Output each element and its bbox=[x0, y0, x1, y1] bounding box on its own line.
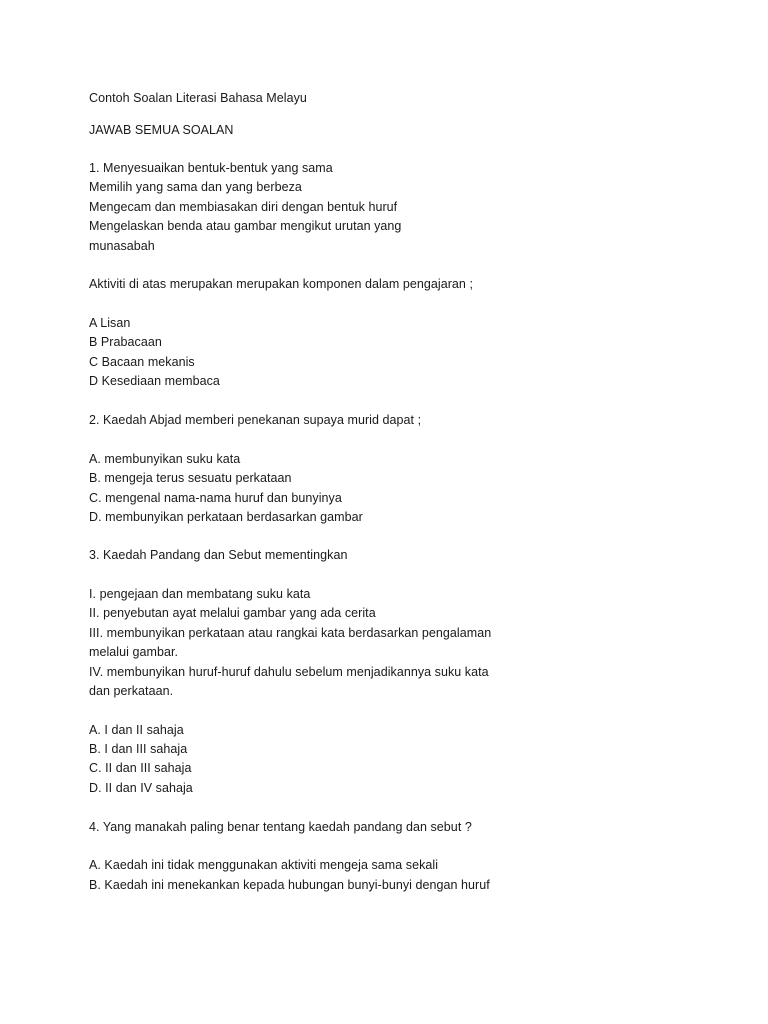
question-4-stem: 4. Yang manakah paling benar tentang kaedah pandang dan sebut ? bbox=[89, 820, 472, 834]
question-3-stem: 3. Kaedah Pandang dan Sebut mementingkan bbox=[89, 548, 348, 562]
question-1-option: C Bacaan mekanis bbox=[89, 355, 195, 369]
question-3-option: C. II dan III sahaja bbox=[89, 761, 192, 775]
question-1-stem: Mengecam dan membiasakan diri dengan bentuk huruf bbox=[89, 200, 398, 214]
question-2-stem: 2. Kaedah Abjad memberi penekanan supaya murid dapat ; bbox=[89, 413, 422, 427]
question-1-prompt: Aktiviti di atas merupakan merupakan komponen dalam pengajaran ; bbox=[89, 277, 473, 291]
question-1-stem: Mengelaskan benda atau gambar mengikut urutan yang bbox=[89, 219, 402, 233]
question-1-option: A Lisan bbox=[89, 316, 131, 330]
document-title: Contoh Soalan Literasi Bahasa Melayu bbox=[89, 91, 307, 105]
question-3-statement: II. penyebutan ayat melalui gambar yang ada cerita bbox=[89, 606, 376, 620]
question-2-option: B. mengeja terus sesuatu perkataan bbox=[89, 471, 292, 485]
question-3-statement: IV. membunyikan huruf-huruf dahulu sebelum menjadikannya suku kata bbox=[89, 665, 489, 679]
question-4-option: A. Kaedah ini tidak menggunakan aktiviti mengeja sama sekali bbox=[89, 858, 439, 872]
question-1-stem: Memilih yang sama dan yang berbeza bbox=[89, 180, 302, 194]
question-1-option: D Kesediaan membaca bbox=[89, 374, 220, 388]
question-2-option: D. membunyikan perkataan berdasarkan gambar bbox=[89, 510, 363, 524]
question-1-option: B Prabacaan bbox=[89, 335, 162, 349]
question-2-option: A. membunyikan suku kata bbox=[89, 452, 241, 466]
question-3-statement: melalui gambar. bbox=[89, 645, 178, 659]
question-3-option: B. I dan III sahaja bbox=[89, 742, 188, 756]
question-3-statement: I. pengejaan dan membatang suku kata bbox=[89, 587, 311, 601]
question-3-option: A. I dan II sahaja bbox=[89, 723, 184, 737]
question-2-option: C. mengenal nama-nama huruf dan bunyinya bbox=[89, 491, 342, 505]
question-3-option: D. II dan IV sahaja bbox=[89, 781, 193, 795]
question-3-statement: dan perkataan. bbox=[89, 684, 174, 698]
question-4-option: B. Kaedah ini menekankan kepada hubungan bunyi-bunyi dengan huruf bbox=[89, 878, 490, 892]
question-3-statement: III. membunyikan perkataan atau rangkai kata berdasarkan pengalaman bbox=[89, 626, 492, 640]
instruction-text: JAWAB SEMUA SOALAN bbox=[89, 123, 234, 137]
question-1-stem: 1. Menyesuaikan bentuk-bentuk yang sama bbox=[89, 161, 333, 175]
question-1-stem: munasabah bbox=[89, 239, 155, 253]
